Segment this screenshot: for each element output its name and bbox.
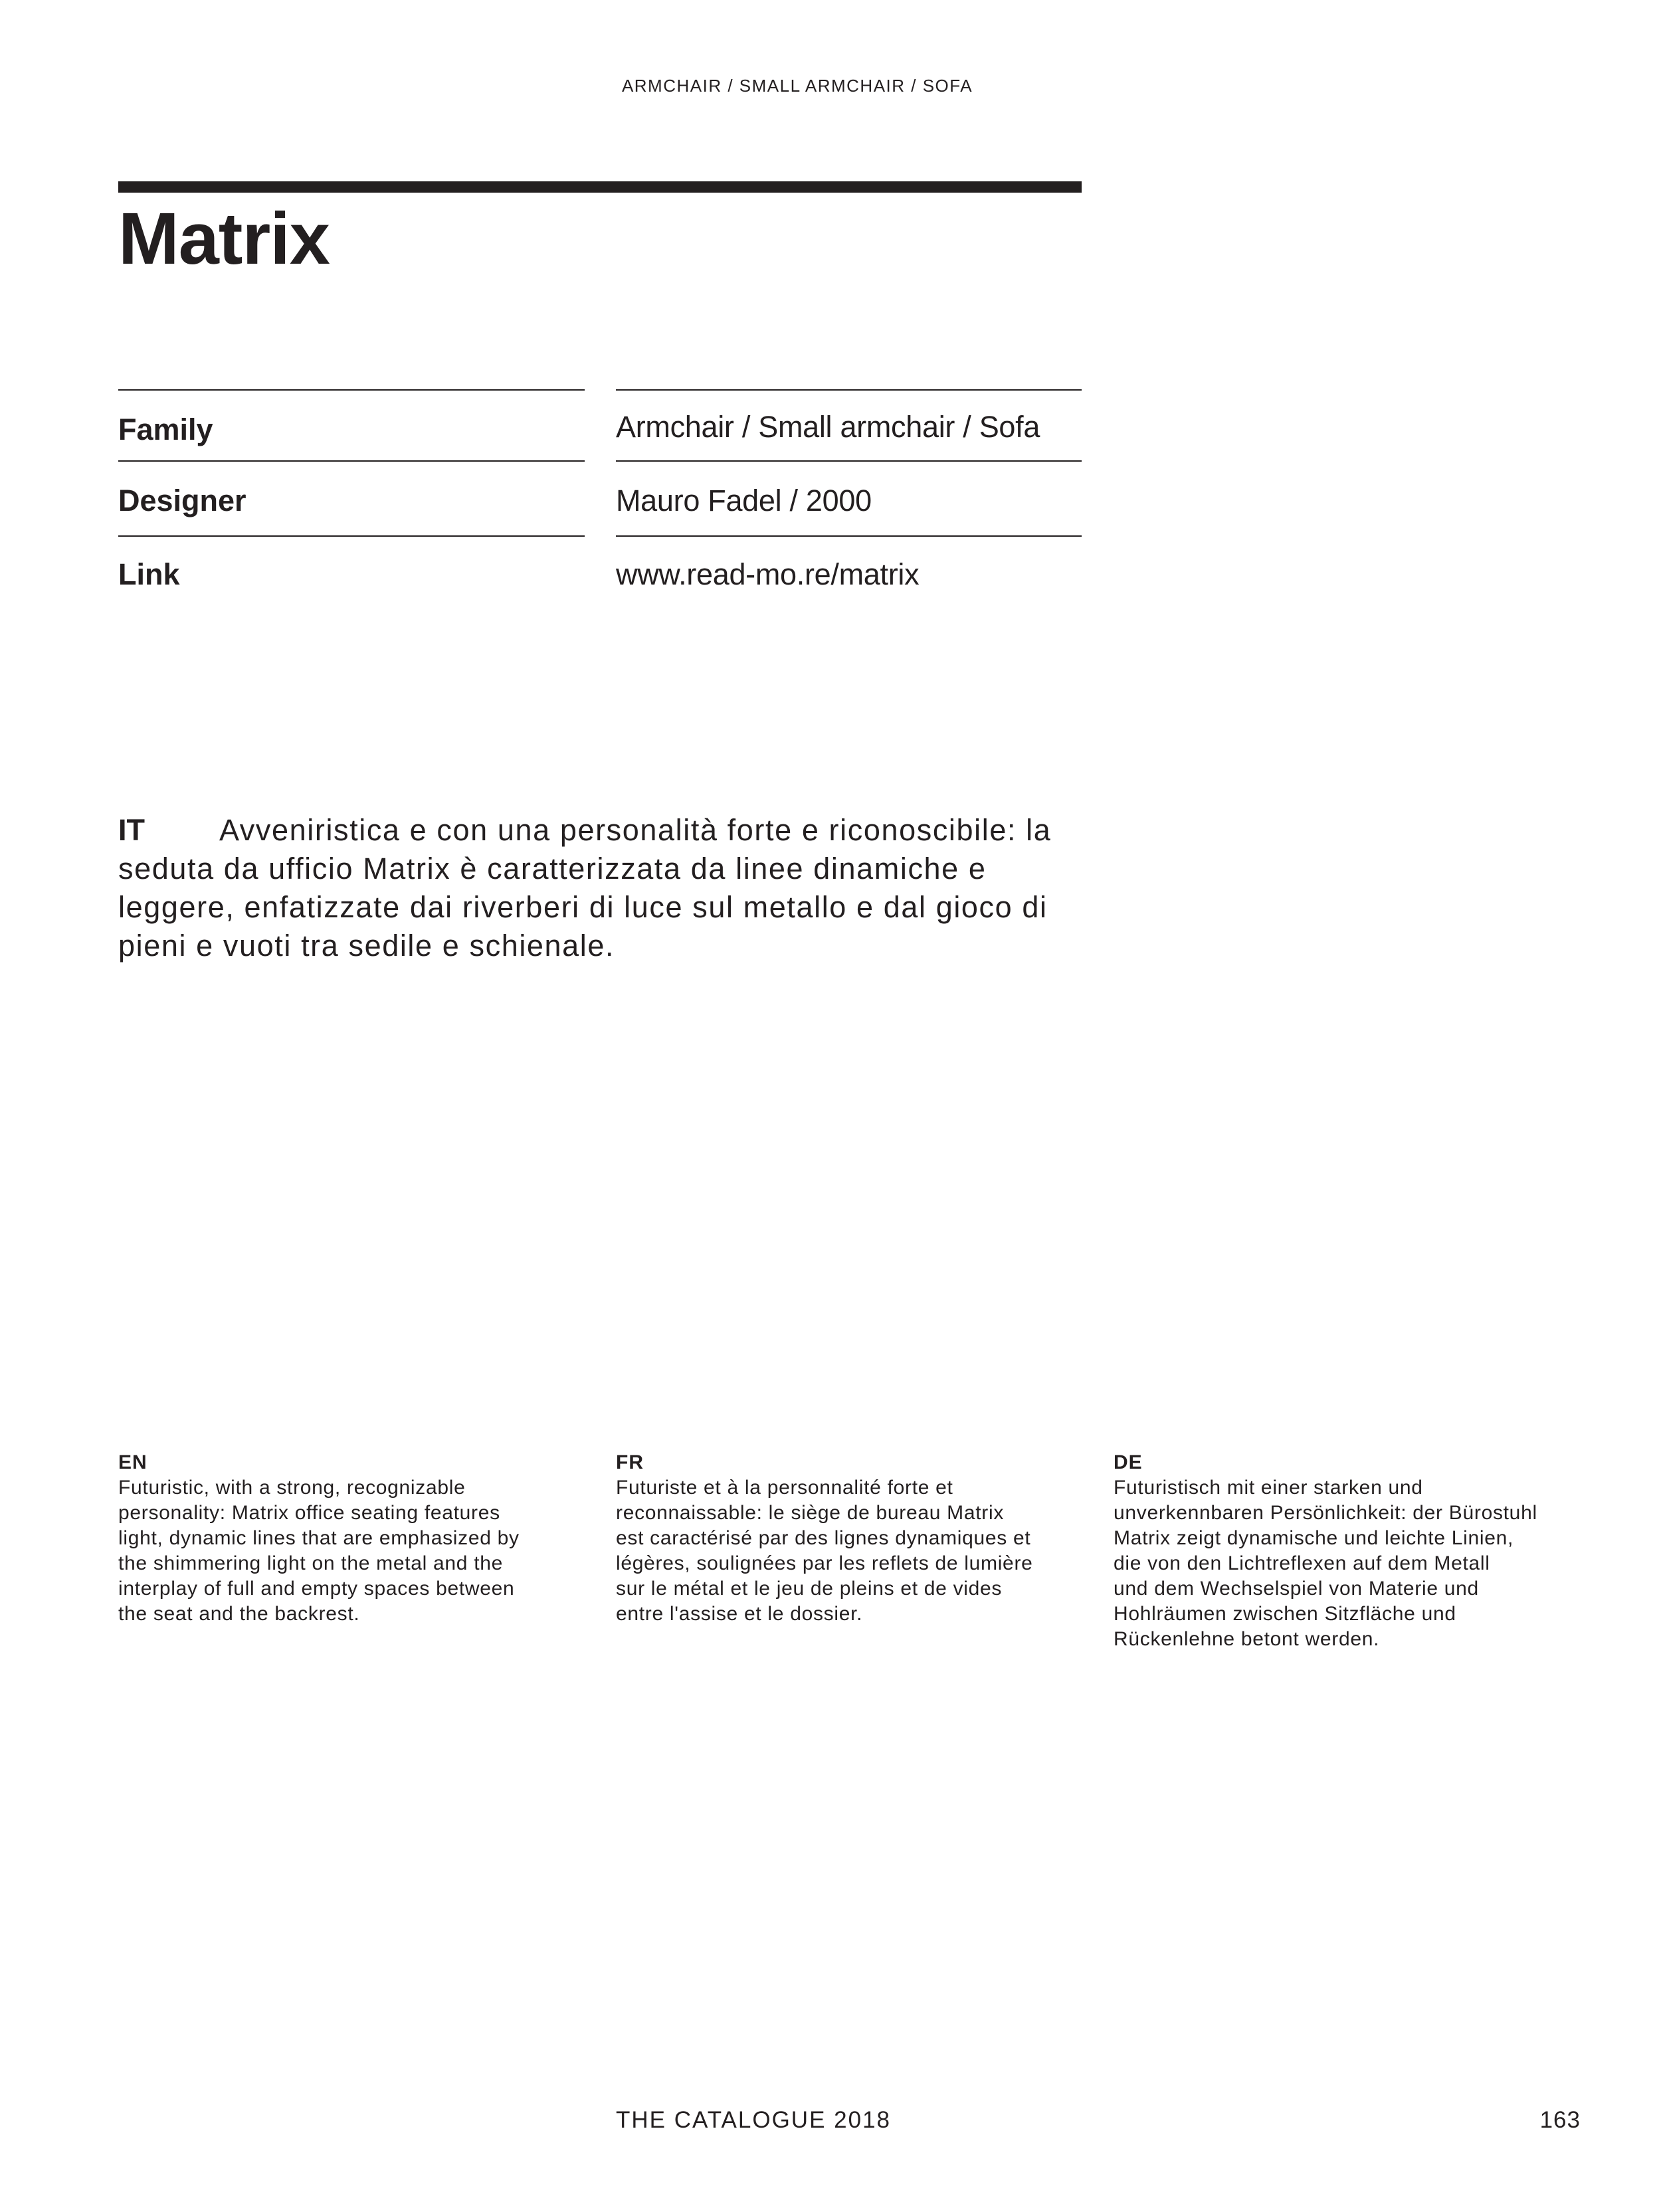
page-number: 163	[1539, 2107, 1581, 2133]
title-rule	[118, 181, 1082, 193]
intro-paragraph	[118, 811, 1082, 965]
translation-text-fr: Futuriste et à la personnalité forte et reconnaissable: le siège de bureau Matrix est caractérisé par des lignes dynamiques et légères, soulignées par les reflets de lumière sur le métal et le jeu de pleins et de vides entre l'assise et le dossier.	[616, 1477, 1033, 1625]
footer-catalogue-title: THE CATALOGUE 2018	[616, 2107, 891, 2133]
page-title: Matrix	[118, 198, 330, 280]
spec-divider	[118, 389, 585, 391]
spec-label-designer: Designer	[118, 484, 246, 517]
running-head: ARMCHAIR / SMALL ARMCHAIR / SOFA	[621, 76, 973, 96]
spec-value-family: Armchair / Small armchair / Sofa	[616, 410, 1040, 444]
spec-divider	[616, 389, 1082, 391]
spec-divider	[118, 535, 585, 537]
spec-label-family: Family	[118, 413, 213, 446]
translation-text-de: Futuristisch mit einer starken und unverkennbaren Persönlichkeit: der Bürostuhl Matrix zeigt dynamische und leichte Linien, die von den Lichtreflexen auf dem Metall und dem Wechselspiel von Materie und Hohlräumen zwischen Sitzfläche und Rückenlehne betont werden.	[1114, 1477, 1537, 1650]
spec-value-link[interactable]: www.read-mo.re/matrix	[616, 557, 920, 591]
translation-de	[1114, 1450, 1579, 1652]
spec-divider	[616, 460, 1082, 462]
language-code-fr: FR	[616, 1451, 644, 1473]
intro-language-code: IT	[118, 813, 145, 847]
spec-label-link: Link	[118, 557, 180, 591]
spec-value-designer: Mauro Fadel / 2000	[616, 484, 872, 517]
language-code-en: EN	[118, 1451, 147, 1473]
language-code-de: DE	[1114, 1451, 1143, 1473]
translation-fr	[616, 1450, 1081, 1627]
translation-text-en: Futuristic, with a strong, recognizable personality: Matrix office seating features light, dynamic lines that are emphasized by the shimmering light on the metal and the interplay of full and empty spaces between the seat and the backrest.	[118, 1477, 520, 1625]
translation-en	[118, 1450, 583, 1627]
spec-divider	[118, 460, 585, 462]
intro-text: Avveniristica e con una personalità forte e riconoscibile: la seduta da ufficio Matrix è caratterizzata da linee dinamiche e leggere, enfatizzate dai riverberi di luce sul metallo e dal gioco di pieni e vuoti tra sedile e schienale.	[118, 813, 1052, 963]
spec-divider	[616, 535, 1082, 537]
